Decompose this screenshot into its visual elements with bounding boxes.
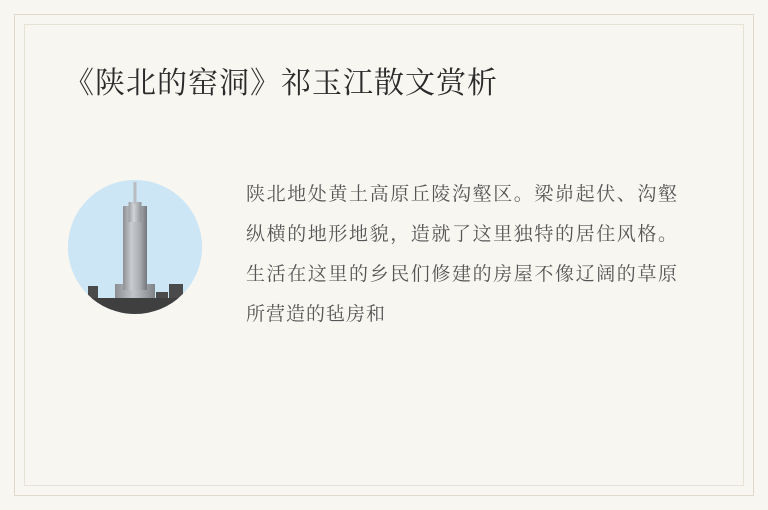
tower-spire (134, 182, 137, 204)
article-paragraph: 陕北地处黄土高原丘陵沟壑区。梁峁起伏、沟壑纵横的地形地貌，造就了这里独特的居住风格。生活在这里的乡民们修建的房屋不像辽阔的草原所营造的毡房和 (246, 183, 678, 325)
tower-upper (129, 202, 142, 222)
page-title: 《陕北的窑洞》祁玉江散文赏析 (64, 66, 498, 101)
article-body (68, 174, 728, 334)
building-illustration-icon (68, 180, 202, 314)
article-content (40, 36, 728, 474)
thumb-ground (68, 298, 202, 314)
